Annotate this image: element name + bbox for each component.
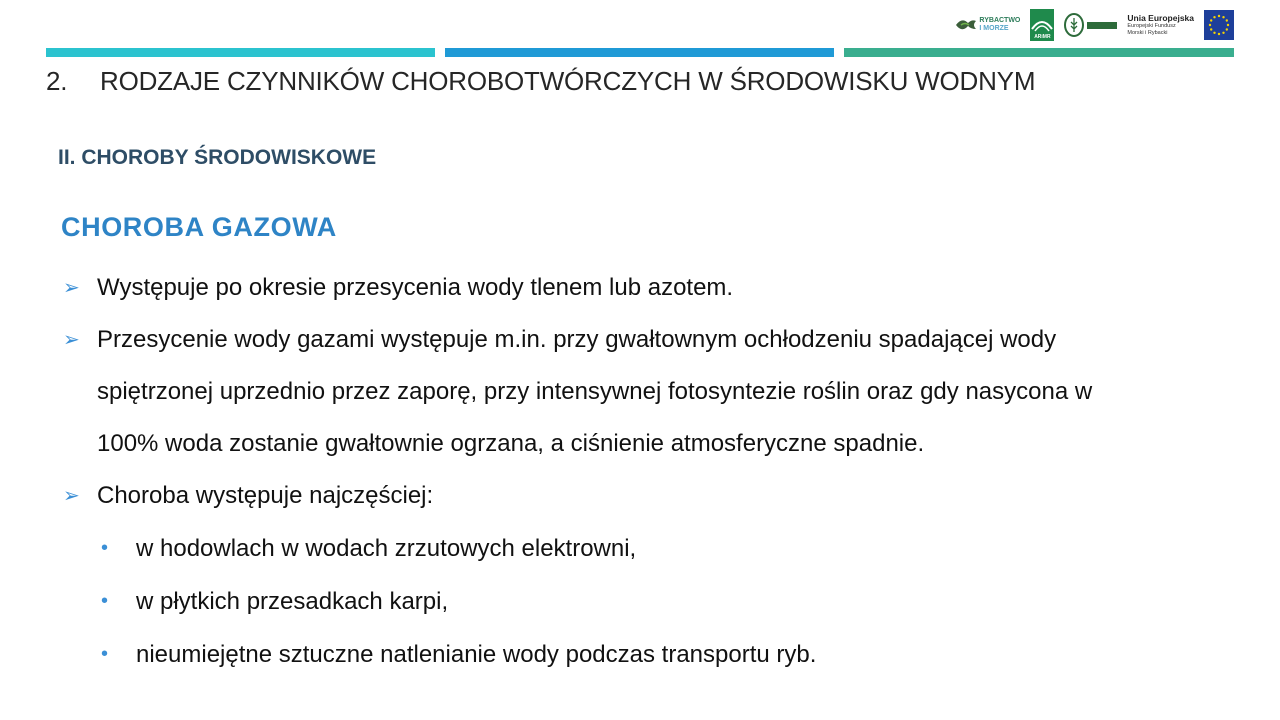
sub-bullet-text: w płytkich przesadkach karpi, [136,588,449,615]
sub-bullet-item [61,575,1221,628]
arrow-bullet-icon: ➢ [63,485,80,507]
eu-text [1127,8,1194,42]
dot-bullet-icon: • [101,643,109,665]
bullet-text: Występuje po okresie przesycenia wody tlenem lub azotem. [97,274,734,301]
sub-bullet-item [61,628,1221,681]
slide-subtitle: II. CHOROBY ŚRODOWISKOWE [58,146,377,169]
ministry-logo [1064,8,1117,42]
bullet-line: 100% woda zostanie gwałtownie ogrzana, a ciśnienie atmosferyczne spadnie. [97,430,925,457]
eu-sub2: Morski i Rybacki [1127,30,1168,36]
field-icon [1030,11,1054,33]
section-heading: CHOROBA GAZOWA [61,212,337,242]
rybactwo-line2: I MORZE [979,25,1009,32]
dot-bullet-icon: • [101,537,109,559]
arimr-emblem [1030,9,1054,41]
sub-bullet-item [61,522,1221,575]
ministry-bar [1087,22,1117,29]
eu-flag [1204,8,1234,42]
arimr-logo [1030,8,1054,42]
bullet-text: Choroba występuje najczęściej: [97,482,434,509]
fish-bird-icon [955,15,977,35]
slide-title [46,66,1035,97]
logo-strip [955,8,1234,42]
content-list [61,262,1221,681]
rybactwo-line1: RYBACTWO [979,17,1021,24]
title-text: RODZAJE CZYNNIKÓW CHOROBOTWÓRCZYCH W ŚRODOWISKU WODNYM [100,66,1036,96]
sub-bullet-text: w hodowlach w wodach zrzutowych elektrowni, [136,535,637,562]
bullet-item [61,314,1221,470]
wheat-emblem-icon [1064,13,1084,37]
dot-bullet-icon: • [101,590,109,612]
bullet-item [61,470,1221,522]
bullet-line: Przesycenie wody gazami występuje m.in. przy gwałtownym ochłodzeniu spadającej wody [97,326,1057,353]
rybactwo-logo [955,8,1020,42]
bar-right [844,48,1234,57]
arimr-label: ARiMR [1034,34,1051,40]
eu-flag-icon [1204,10,1234,40]
bullet-line: spiętrzonej uprzednio przez zaporę, przy intensywnej fotosyntezie roślin oraz gdy nasycona w [97,378,1093,405]
eu-sub1: Europejski Fundusz [1127,23,1176,29]
sub-bullet-text: nieumiejętne sztuczne natlenianie wody podczas transportu ryb. [136,641,817,668]
bar-middle [445,48,834,57]
title-number: 2. [46,66,68,96]
eu-title: Unia Europejska [1127,13,1194,23]
arrow-bullet-icon: ➢ [63,329,80,351]
header-color-bars [46,48,1234,57]
bar-left [46,48,435,57]
bullet-item [61,262,1221,314]
arrow-bullet-icon: ➢ [63,277,80,299]
